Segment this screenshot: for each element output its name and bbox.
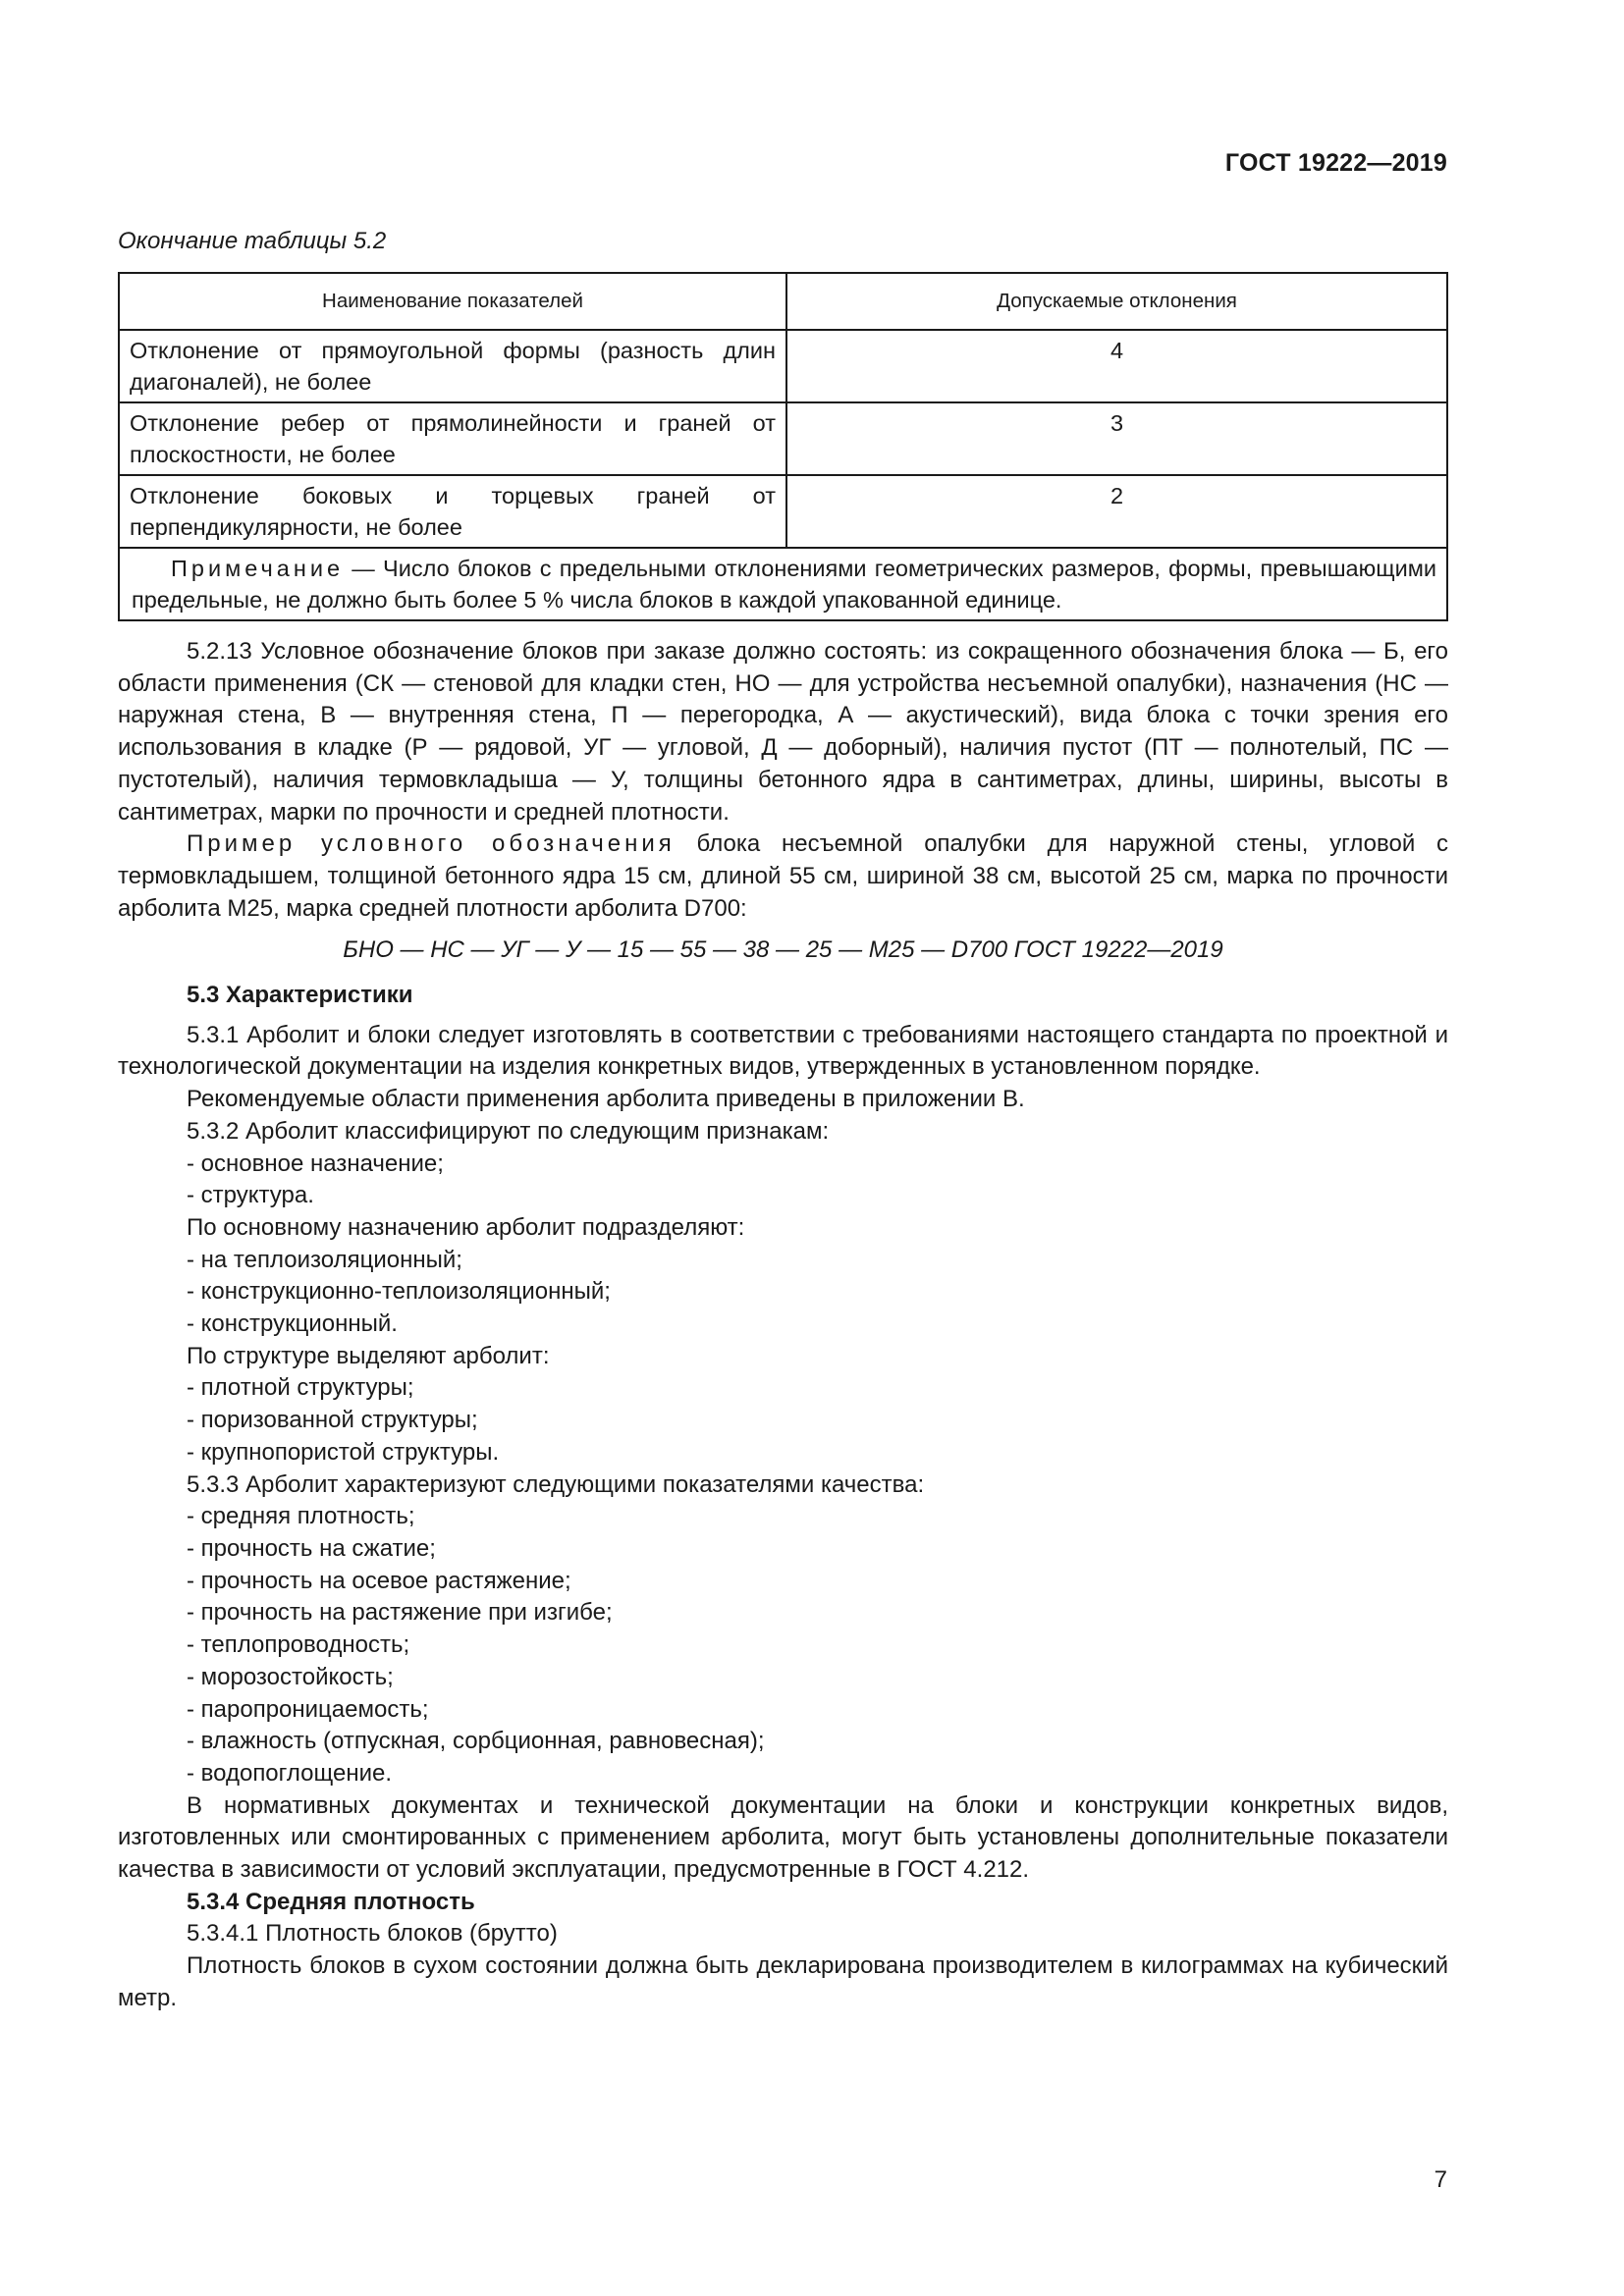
list-item: - прочность на сжатие; [187,1534,436,1562]
note-text: — Число блоков с предельными отклонениями геометрических размеров, формы, превышающими предельные, не должно быть более 5 % числа блоков в каждой упакованной единице. [132,556,1436,613]
paragraph-purpose: По основному назначению арболит подразделяют: [187,1213,745,1241]
table-row [119,402,1447,475]
paragraph-structure: По структуре выделяют арболит: [187,1342,550,1369]
list-item: - морозостойкость; [187,1663,394,1690]
paragraph-normative: В нормативных документах и технической документации на блоки и конструкции конкретных видов, изготовленных или смонтированных с применением арболита, могут быть установлены дополнительные показатели качества в зависимости от условий эксплуатации, предусмотренные в ГОСТ 4.212. [118,1791,1448,1884]
document-code: ГОСТ 19222—2019 [1224,149,1447,177]
row-value: 2 [786,475,1447,548]
section-heading-5-3: 5.3 Характеристики [187,982,413,1009]
list-item: - конструкционно-теплоизоляционный; [187,1278,611,1306]
list-item: - водопоглощение. [187,1759,393,1787]
list-item: - на теплоизоляционный; [187,1246,462,1273]
paragraph-5-2-13: 5.2.13 Условное обозначение блоков при заказе должно состоять: из сокращенного обозначения блока — Б, его области применения (СК — стеновой для кладки стен, НО — для устройства несъемной опалубки), назначения (НС — наружная стена, В — внутренняя стена, П — перегородка, А — акустический), вида блока с точки зрения его использования в кладке (Р — рядовой, УГ — угловой, Д — доборный), наличия пустот (ПТ — полнотелый, ПС — пустотелый), наличия термовкладыша — У, толщины бетонного ядра в сантиметрах, длины, ширины, высоты в сантиметрах, марки по прочности и средней плотности. [118,638,1448,826]
list-item: - плотной структуры; [187,1374,414,1402]
column-header-name: Наименование показателей [119,273,786,330]
deviations-table [118,272,1448,621]
table-note [119,548,1447,620]
paragraph-5-3-1: 5.3.1 Арболит и блоки следует изготовлять в соответствии с требованиями настоящего стандарта по проектной и технологической документации на изделия конкретных видов, утвержденных в установленном порядке. [118,1021,1448,1081]
table-row [119,330,1447,402]
list-item: - влажность (отпускная, сорбционная, равновесная); [187,1728,765,1755]
table-caption: Окончание таблицы 5.2 [118,228,387,254]
row-name: Отклонение боковых и торцевых граней от перпендикулярности, не более [119,475,786,548]
body-text [118,636,1448,2015]
row-name: Отклонение от прямоугольной формы (разность длин диагоналей), не более [119,330,786,402]
page-number: 7 [1434,2166,1447,2193]
paragraph-5-3-3: 5.3.3 Арболит характеризуют следующими показателями качества: [187,1470,925,1498]
paragraph-5-3-2: 5.3.2 Арболит классифицируют по следующим признакам: [187,1117,830,1145]
paragraph-density: Плотность блоков в сухом состоянии должна быть декларирована производителем в килограммах на кубический метр. [118,1952,1448,2011]
row-value: 4 [786,330,1447,402]
table-row [119,475,1447,548]
list-item: - основное назначение; [187,1149,444,1177]
row-name: Отклонение ребер от прямолинейности и граней от плоскостности, не более [119,402,786,475]
list-item: - теплопроводность; [187,1631,410,1659]
example-text: блока несъемной опалубки для наружной стены, угловой с термовкладышем, толщиной бетонного ядра 15 см, длиной 55 см, шириной 38 см, высотой 25 см, марка по прочности арболита М25, марка средней плотности арболита D700: [118,830,1449,922]
list-item: - прочность на осевое растяжение; [187,1567,571,1594]
paragraph-recommended: Рекомендуемые области применения арболита приведены в приложении В. [187,1086,1025,1113]
section-heading-5-3-4: 5.3.4 Средняя плотность [187,1888,475,1915]
table-header-row [119,273,1447,330]
list-item: - средняя плотность; [187,1503,415,1530]
list-item: - крупнопористой структуры. [187,1438,500,1466]
list-item: - конструкционный. [187,1310,398,1338]
table-note-row [119,548,1447,620]
paragraph-5-3-4-1: 5.3.4.1 Плотность блоков (брутто) [187,1920,558,1948]
list-item: - паропроницаемость; [187,1695,429,1723]
example-label: Пример условного обозначения [187,830,676,858]
list-item: - прочность на растяжение при изгибе; [187,1599,613,1627]
example-paragraph [118,828,1448,925]
row-value: 3 [786,402,1447,475]
column-header-value: Допускаемые отклонения [786,273,1447,330]
list-item: - структура. [187,1182,314,1209]
list-item: - поризованной структуры; [187,1407,478,1434]
note-label: Примечание [171,556,345,581]
designation-formula: БНО — НС — УГ — У — 15 — 55 — 38 — 25 — М25 — D700 ГОСТ 19222—2019 [343,936,1223,964]
